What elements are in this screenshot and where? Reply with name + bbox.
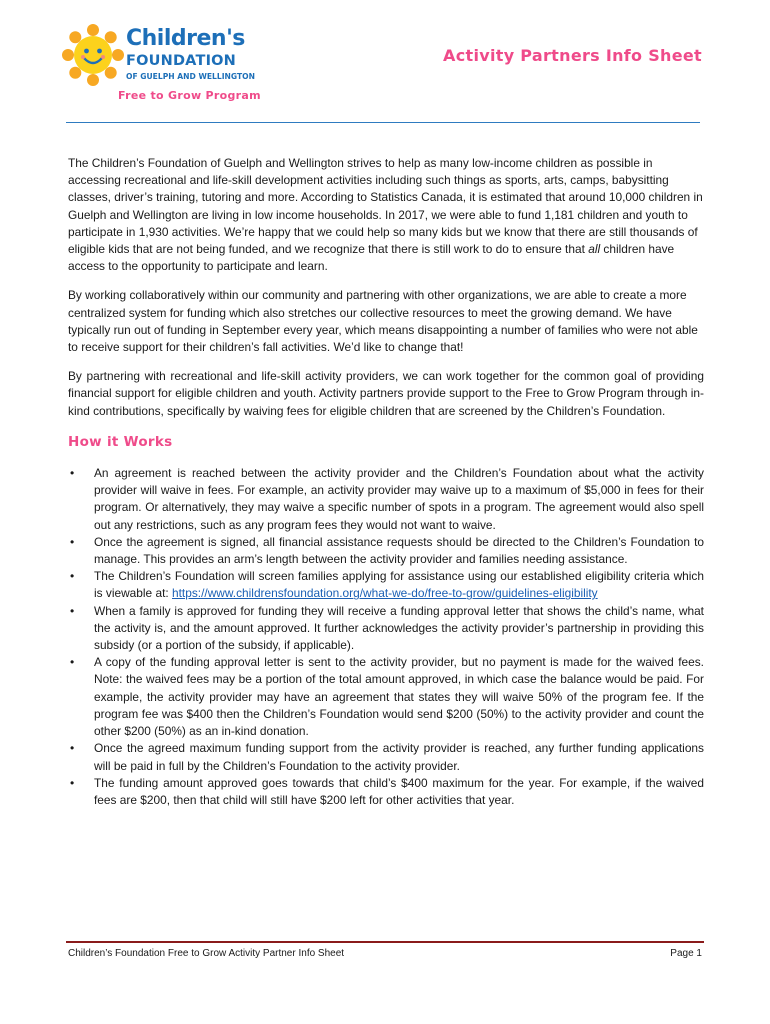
list-item [68,568,704,602]
emphasis-all: all [588,242,601,257]
intro-paragraph-3: By partnering with recreational and life-skill activity providers, we can work together for the common goal of providing financial support for eligible children and youth. Activity partners provide support to the Free to Grow Program through in-kind contributions, specifically by waiving fees for eligible children that are screened by the Children’s Foundation. [68,369,704,418]
eligibility-link[interactable]: https://www.childrensfoundation.org/what-we-do/free-to-grow/guidelines-eligibility [172,586,598,601]
section-heading: How it Works [68,433,173,450]
list-item: • A copy of the funding approval letter is sent to the activity provider, but no payment is made for the waived fees. Note: the waived fees may be a portion of the total amount approved, in which case the balance would be paid. For example, the activity provider may have an agreement that states they will waive 50% of the program fee. If the program fee was $400 then the Children’s Foundation would send $200 (50%) to the activity provider and count the other $200 (50%) as an in-kind donation. [68,654,704,740]
intro-text-end: children have access to the opportunity to participate and learn. [68,242,675,274]
list-item: • An agreement is reached between the activity provider and the Children’s Foundation about what the activity provider will waive in fees. For example, an activity provider may waive up to a maximum of $5,000 in fees for their program. Or alternatively, they may waive a specific number of spots in a program. The agreement would also spell out any restrictions, such as any program fees they would not want to waive. [68,465,704,534]
intro-text: The Children’s Foundation of Guelph and Wellington strives to help as many low-income children as possible in accessing recreational and life-skill development activities including such things as sports, arts, camps, babysitting classes, driver’s training, tutoring and more. According to Statistics Canada, it is estimated that around 10,000 children in Guelph and Wellington are living in low income households. In 2017, we were able to fund 1,181 children and youth to participate in 1,930 activities. We’re happy that we could help so many kids but we know that there are still thousands of eligible kids that are not being funded, and we recognize that there is still work to do to ensure that [68,156,703,257]
list-item: • Once the agreed maximum funding support from the activity provider is reached, any further funding applications will be paid in full by the Children’s Foundation to the activity provider. [68,740,704,774]
list-item: • Once the agreement is signed, all financial assistance requests should be directed to the Children’s Foundation to manage. This provides an arm’s length between the activity provider and families needing assistance. [68,534,704,568]
logo-title: Children's [126,26,245,51]
logo-subtitle: FOUNDATION [126,53,237,69]
list-item: • When a family is approved for funding they will receive a funding approval letter that shows the child’s name, what the activity is, and the amount approved. It further acknowledges the activity provider’s partnership in providing this subsidy (or a portion of the subsidy, if applicable). [68,603,704,655]
header-divider [66,122,700,123]
page-number: Page 1 [670,948,702,959]
logo-region: OF GUELPH AND WELLINGTON [126,72,255,81]
footer-divider [66,941,704,943]
sun-icon [62,24,124,86]
program-name: Free to Grow Program [118,89,261,102]
list-item-text: The Children’s Foundation will screen families applying for assistance using our established eligibility criteria which is viewable at: [94,569,704,601]
footer-title: Children’s Foundation Free to Grow Activity Partner Info Sheet [68,948,345,959]
logo [62,24,255,86]
sheet-title: Activity Partners Info Sheet [443,46,702,65]
intro-paragraph-2: By working collaboratively within our community and partnering with other organizations, we are able to create a more centralized system for funding which also stretches our collective resources to meet the growing demand. We have typically run out of funding in September every year, which means disappointing a number of families who were not able to receive support for their children’s fall activities. We’d like to change that! [68,288,698,355]
list-item: • The funding amount approved goes towards that child’s $400 maximum for the year. For example, if the waived fees are $200, then that child will still have $200 left for other activities that year. [68,775,704,809]
intro-paragraph-1 [68,155,704,275]
document-body [68,155,704,809]
how-it-works-list [68,465,704,809]
